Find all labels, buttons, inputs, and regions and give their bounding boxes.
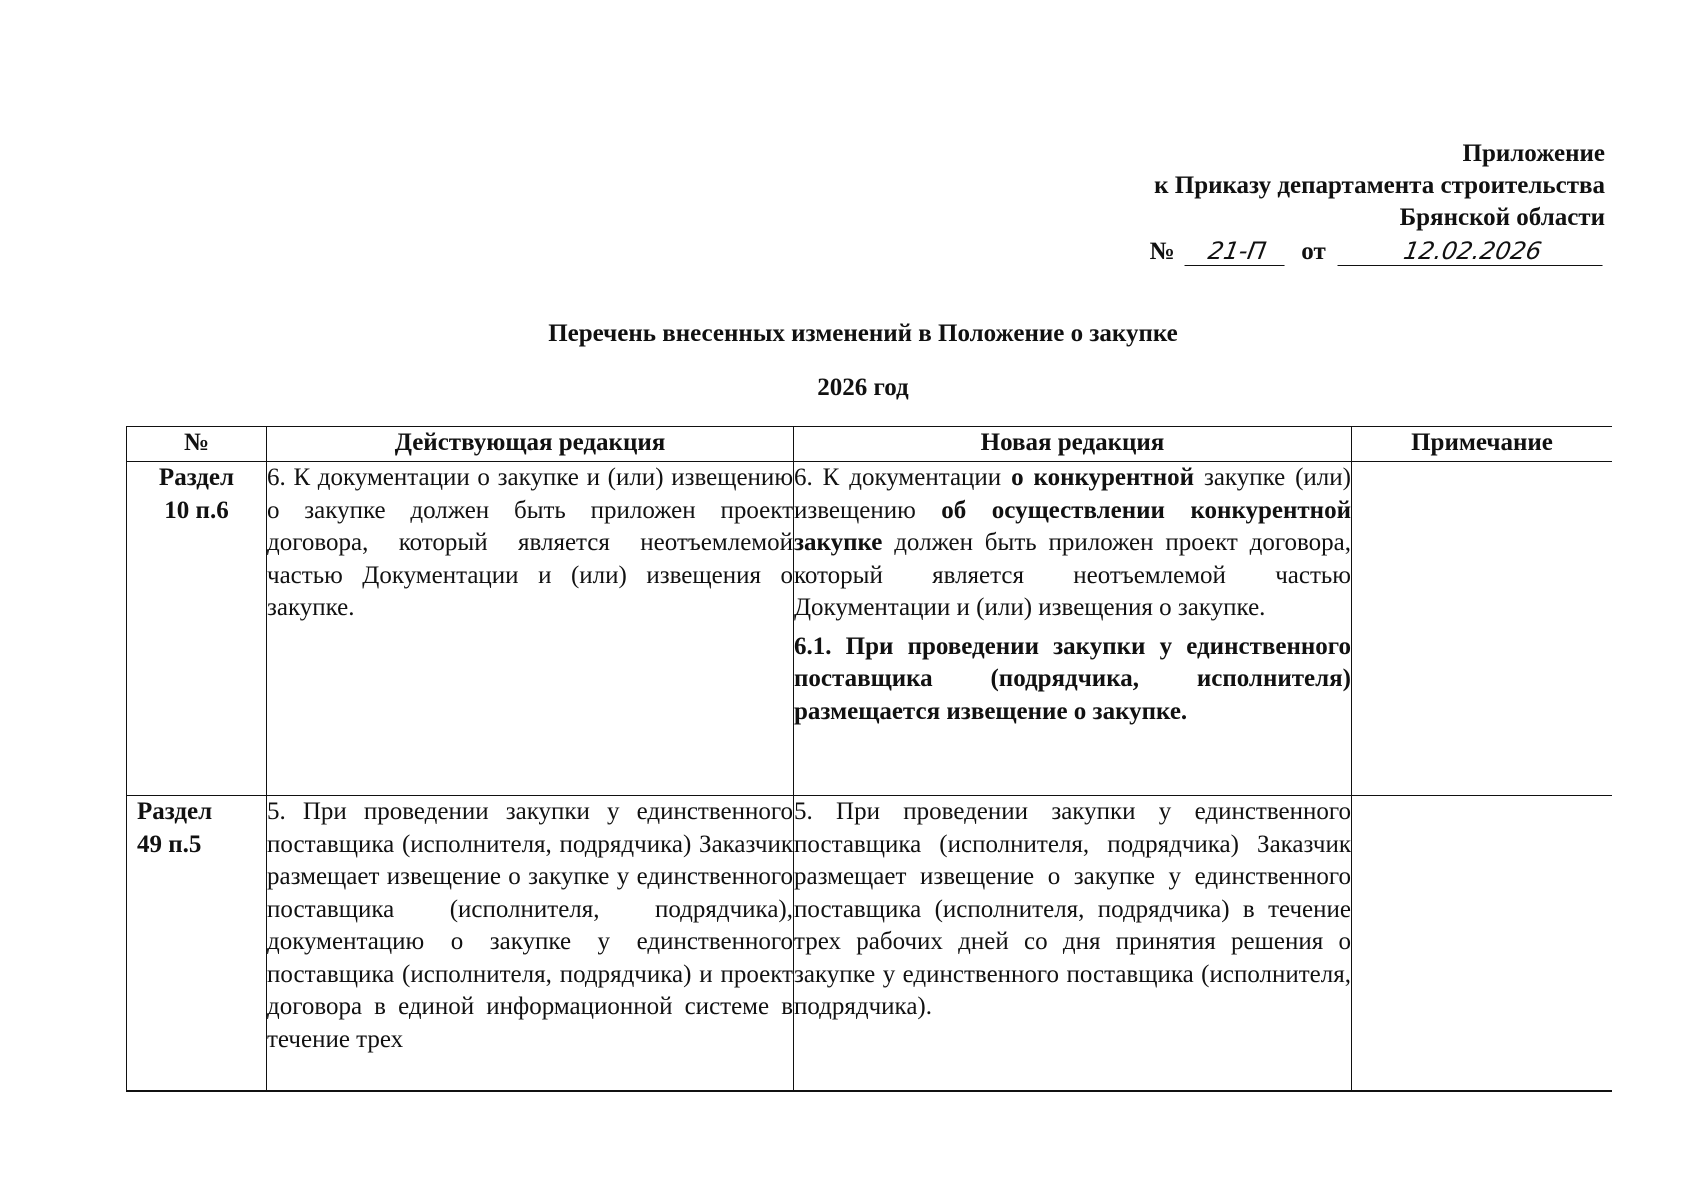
changes-table (126, 426, 1612, 1092)
note-cell (1352, 462, 1613, 796)
section-label: Раздел (158, 464, 235, 491)
new-edition-added-clause: 6.1. При проведении закупки у единственного поставщика (подрядчика, исполнителя) размещается извещение о закупке. (794, 632, 1351, 725)
header-current-edition: Действующая редакция (267, 427, 794, 462)
current-edition-text: 5. При проведении закупки у единственного поставщика (исполнителя, подрядчика) Заказчик размещает извещение о закупке у единственного поставщика (исполнителя, подрядчика), документацию о закупке у единственного поставщика (исполнителя, подрядчика) и проект договора в единой информационной системе в течение трех (267, 798, 793, 1053)
new-edition-paragraph (794, 462, 1351, 625)
order-number-handwritten: 21-П (1184, 237, 1289, 266)
current-edition-cell (267, 796, 794, 1093)
current-edition-cell (267, 462, 794, 796)
section-cell (127, 796, 267, 1093)
order-number-line (1150, 236, 1605, 268)
current-edition-text: 6. К документации о закупке и (или) извещению о закупке должен быть приложен проект договора, который является неотъемлемой частью Документации и (или) извещения о закупке. (267, 464, 793, 621)
table-header-row (127, 427, 1613, 462)
from-label: от (1301, 238, 1326, 265)
order-date-handwritten: 12.02.2026 (1337, 237, 1607, 266)
appendix-header (1150, 138, 1605, 268)
appendix-order-ref: к Приказу департамента строительства (1154, 172, 1605, 199)
note-cell (1352, 796, 1613, 1093)
appendix-title: Приложение (1462, 140, 1605, 167)
document-title: Перечень внесенных изменений в Положение о закупке (548, 320, 1178, 347)
section-point: 10 п.6 (164, 496, 229, 524)
document-year: 2026 год (817, 374, 909, 401)
new-edition-cell (794, 462, 1352, 796)
header-number: № (127, 427, 267, 462)
header-note: Примечание (1352, 427, 1613, 462)
changes-table-container (126, 426, 1612, 1092)
section-label: Раздел (137, 798, 213, 825)
new-text-bold: об осуществлении конкурентной закупке (794, 496, 1351, 556)
section-point: 49 п.5 (137, 830, 202, 858)
new-edition-cell (794, 796, 1352, 1093)
new-text-bold: о конкурентной (1011, 464, 1195, 491)
new-text-part: закупке (или) извещению (794, 464, 1351, 524)
table-row (127, 462, 1613, 796)
table-row (127, 796, 1613, 1093)
appendix-region: Брянской области (1399, 204, 1605, 231)
new-text-part: должен быть приложен проект договора, который является неотъемлемой частью Документации и (или) извещения о закупке. (794, 529, 1351, 621)
new-edition-text: 5. При проведении закупки у единственного поставщика (исполнителя, подрядчика) Заказчик размещает извещение о закупке у единственного поставщика (исполнителя, подрядчика) в течение трех рабочих дней со дня принятия решения о закупке у единственного поставщика (исполнителя, подрядчика). (794, 798, 1351, 1020)
number-label: № (1149, 238, 1175, 265)
section-cell (127, 462, 267, 796)
header-new-edition: Новая редакция (794, 427, 1352, 462)
new-text-part: 6. К документации (794, 464, 1012, 491)
